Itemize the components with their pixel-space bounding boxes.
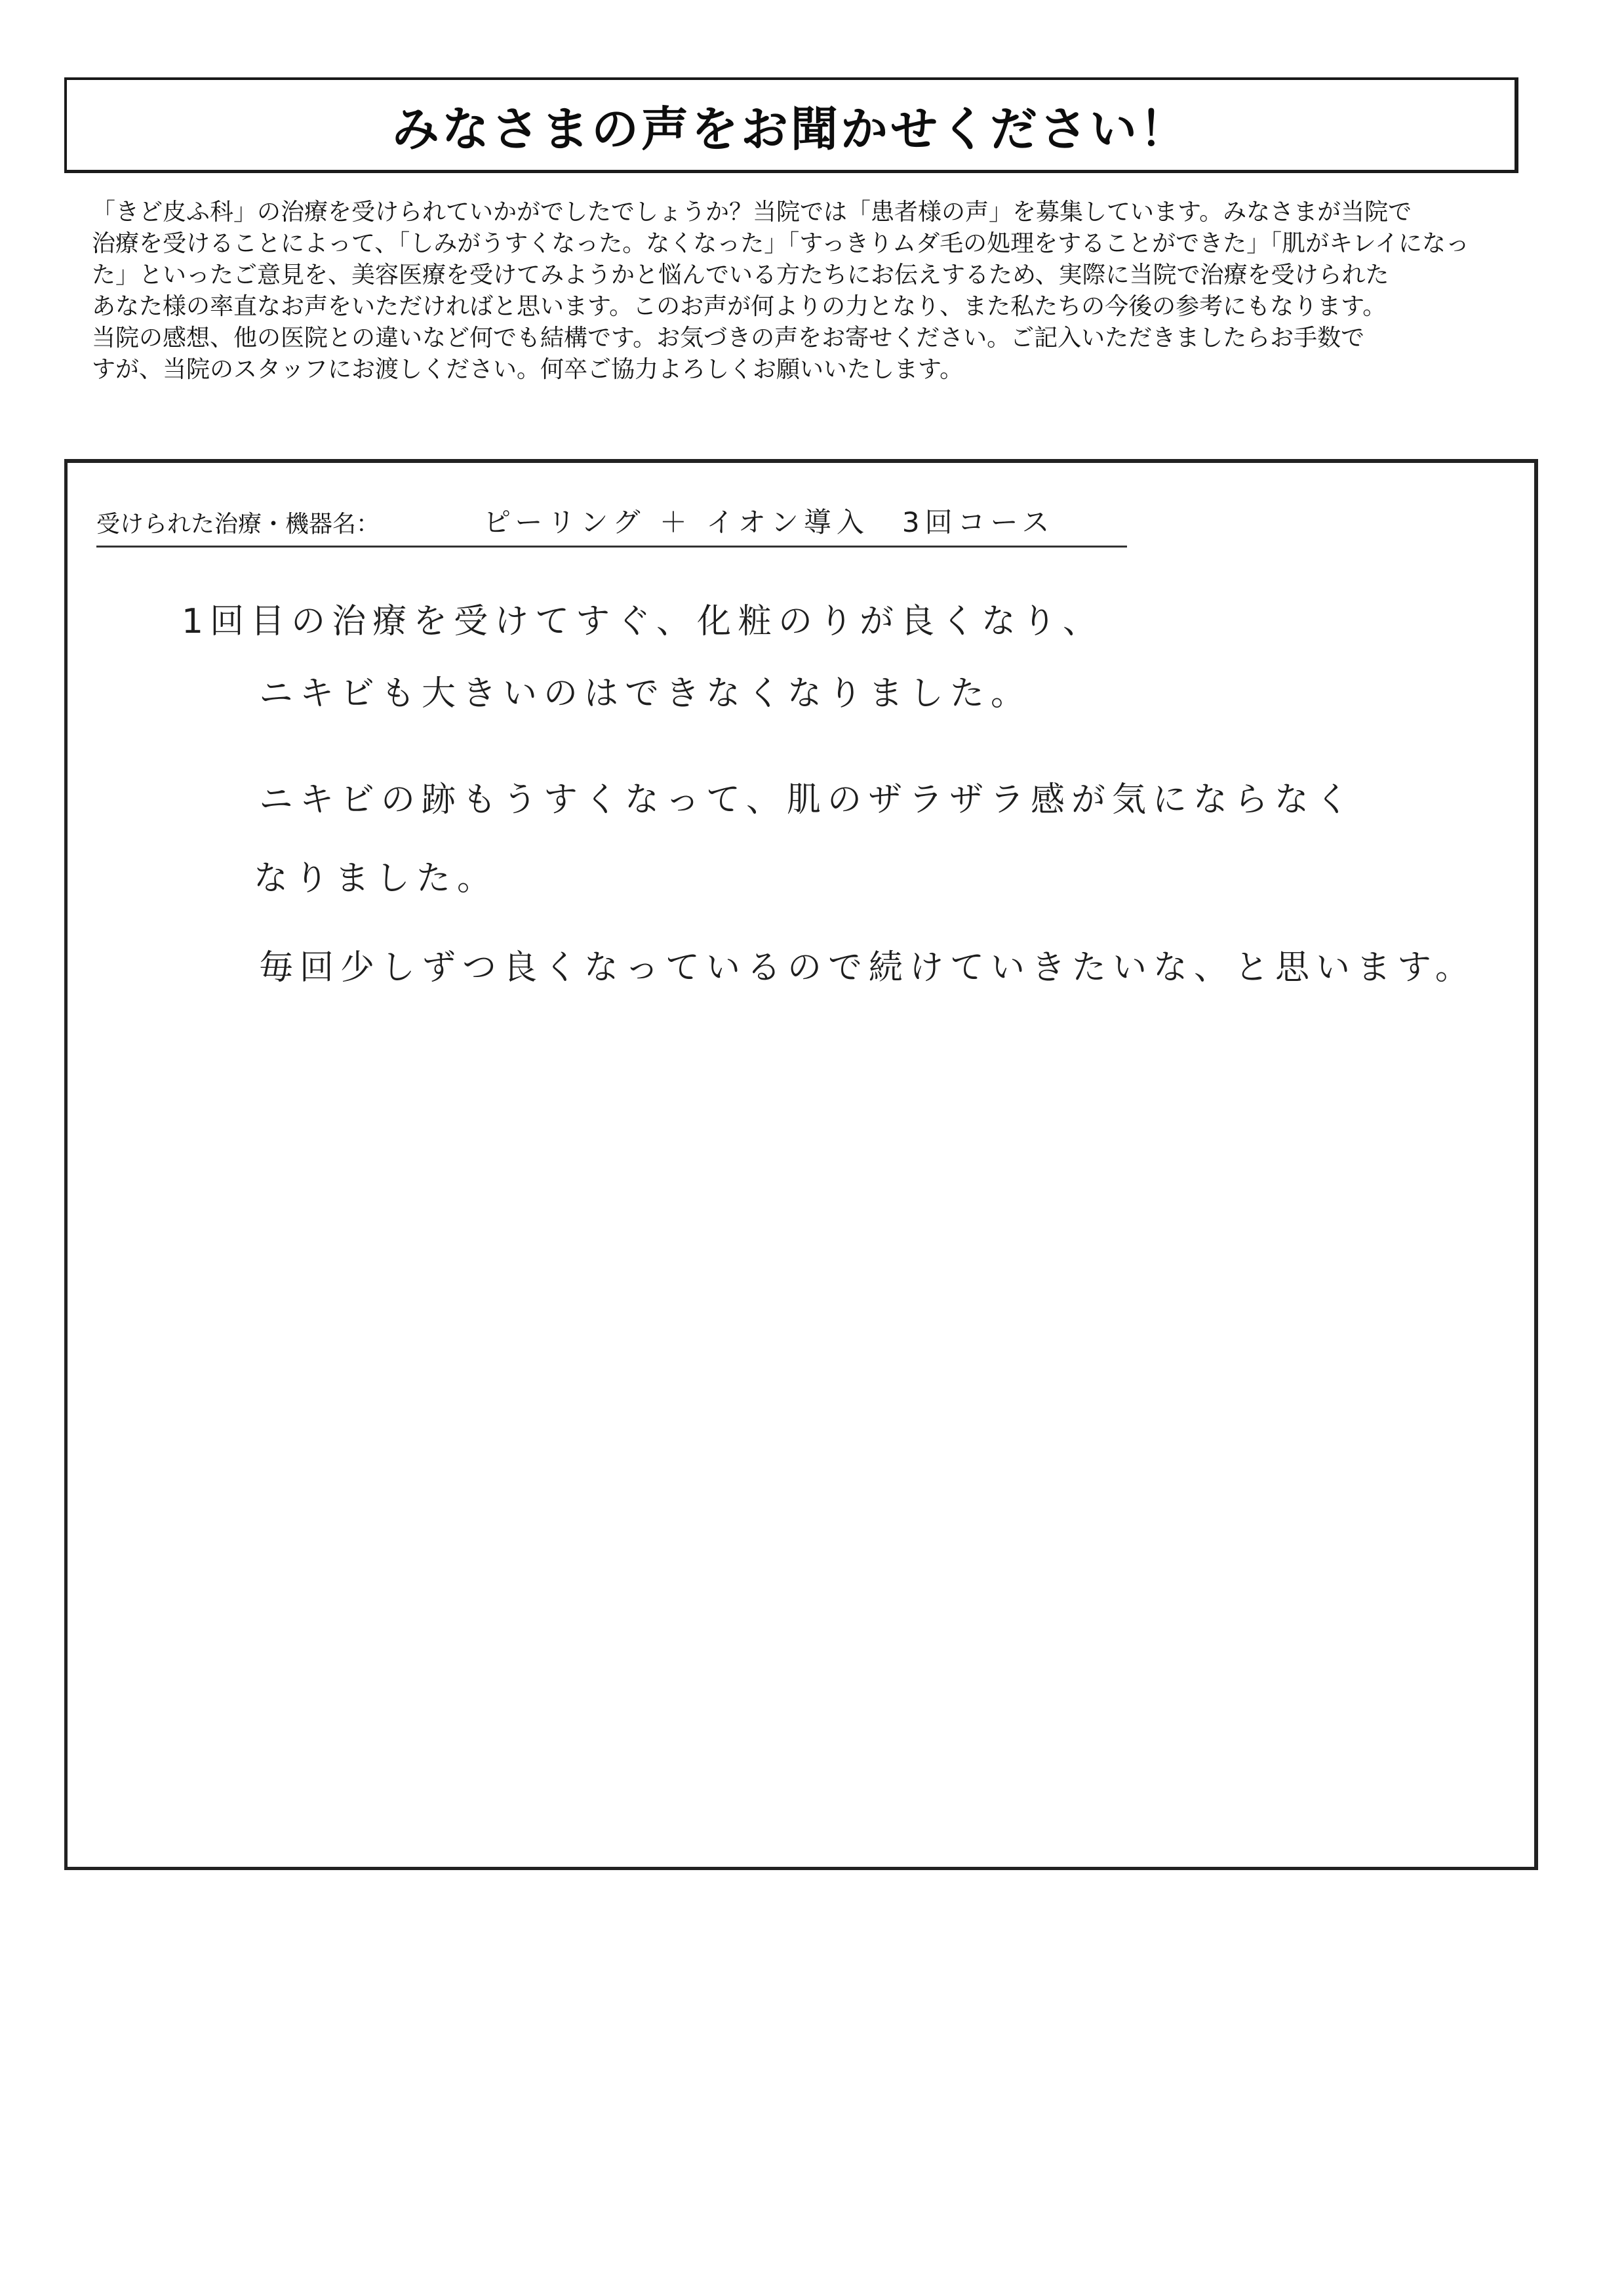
intro-line: すが、当院のスタッフにお渡しください。何卒ご協力よろしくお願いいたします。 <box>92 356 964 383</box>
comment-line: なりました。 <box>254 859 498 898</box>
comment-line: 1回目の治療を受けてすぐ、化粧のりが良くなり、 <box>182 602 1104 641</box>
title-box <box>64 77 1518 173</box>
intro-line: 治療を受けることによって、「しみがうすくなった。なくなった」「すっきりムダ毛の処理をすることができた」「肌がキレイになっ <box>92 230 1469 257</box>
treatment-value: ピーリング ＋ イオン導入 3回コース <box>483 506 1055 538</box>
intro-line: あなた様の率直なお声をいただければと思います。このお声が何よりの力となり、また私たちの今後の参考にもなります。 <box>92 293 1387 320</box>
intro-line: 当院の感想、他の医院との違いなど何でも結構です。お気づきの声をお寄せください。ご記入いただきましたらお手数で <box>92 325 1365 351</box>
feedback-form <box>64 459 1538 1870</box>
treatment-label: 受けられた治療・機器名： <box>96 511 380 538</box>
comment-line: ニキビの跡もうすくなって、肌のザラザラ感が気にならなく <box>259 780 1356 820</box>
intro-paragraph <box>92 197 1521 386</box>
intro-line: 「きど皮ふ科」の治療を受けられていかがでしたでしょうか？当院では「患者様の声」を募集しています。みなさまが当院で <box>92 199 1412 226</box>
intro-line: た」といったご意見を、美容医療を受けてみようかと悩んでいる方たちにお伝えするため、実際に当院で治療を受けられた <box>92 262 1389 289</box>
page-title: みなさまの声をお聞かせください！ <box>391 101 1189 157</box>
treatment-field <box>96 501 1127 548</box>
comment-line: ニキビも大きいのはできなくなりました。 <box>259 674 1032 713</box>
comment-line: 毎回少しずつ良くなっているので続けていきたいな、と思います。 <box>259 948 1476 988</box>
